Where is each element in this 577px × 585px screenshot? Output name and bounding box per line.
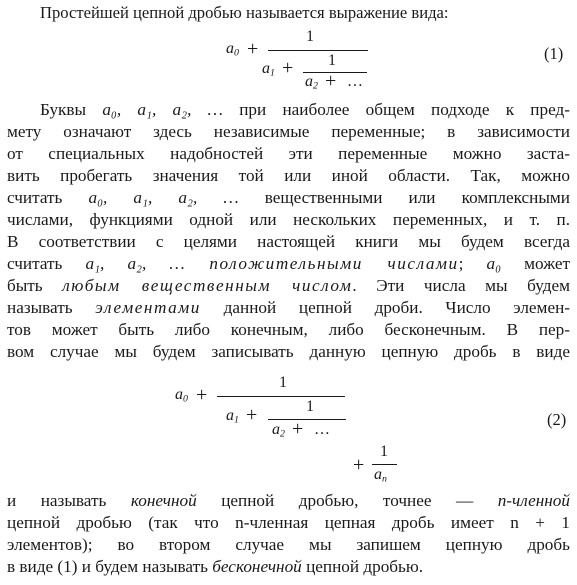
formula-2-plus-last: + — [353, 454, 365, 476]
p1-line-10: называть элементами данной цепной дроби. Число элемен- — [7, 298, 570, 317]
p1-line-6: числами, функциями одной или нескольких переменных, и т. п. — [7, 210, 570, 229]
p1-line-12: вом случае мы будем записывать данную цепную дробь в виде — [7, 342, 570, 361]
formula-2-plus-deep: + — [292, 418, 304, 440]
formula-1-dots: … — [347, 73, 363, 90]
p2-line-2: цепной дробью (так что n-членная цепная дробь имеет n + 1 — [7, 513, 570, 532]
p1-line-1: Буквы a₀, a₁, a₂, … при наиболее общем подходе к пред- — [40, 100, 570, 119]
formula-1-a0: $a_0$ — [226, 40, 239, 59]
p1-line-2: мету означают здесь независимые переменные; в зависимости — [7, 122, 570, 141]
p1-line-4: вить пробегать значения той или иной области. Так, можно — [7, 166, 570, 185]
formula-2-numerator: 1 — [279, 374, 287, 391]
p2-line-1: и называть конечной цепной дробью, точнее — n-членной — [7, 491, 570, 510]
formula-1-a2: $a_2$ — [305, 73, 318, 92]
formula-2-inner-numerator: 1 — [306, 398, 314, 415]
p2-line-3: элементов); во втором случае мы запишем цепную дробь — [7, 535, 570, 554]
formula-1-plus-deep: + — [325, 70, 337, 92]
formula-2-last-bar — [372, 464, 397, 465]
formula-2-last-numerator: 1 — [380, 443, 388, 460]
p1-line-7: В соответствии с целями настоящей книги мы будем всегда — [7, 232, 570, 251]
p1-line-9: быть любым вещественным числом. Эти числа мы будем — [7, 276, 570, 295]
intro-text: Простейшей цепной дробью называется выражение вида: — [40, 3, 449, 22]
formula-2-plus-inner: + — [246, 404, 258, 426]
formula-1-numerator: 1 — [306, 28, 314, 45]
formula-2-dots: … — [314, 421, 330, 438]
p1-line-8: считать a₁, a₂, … положительными числами; a₀ может — [7, 254, 570, 273]
p1-line-11: тов может быть либо конечным, либо бесконечным. В пер- — [7, 320, 570, 339]
formula-1-a1: $a_1$ — [262, 60, 275, 79]
formula-1-number: (1) — [544, 44, 564, 63]
formula-2-an: $a_n$ — [374, 466, 387, 485]
formula-2-a2: $a_2$ — [272, 421, 285, 440]
formula-2-a1: $a_1$ — [226, 407, 239, 426]
formula-1-plus-inner: + — [282, 57, 294, 79]
formula-1-inner-numerator: 1 — [328, 52, 336, 69]
formula-2-fraction-bar — [217, 396, 345, 397]
formula-2-a0: $a_0$ — [175, 386, 188, 405]
formula-1-plus: + — [247, 38, 259, 60]
p1-line-5: считать a₀, a₁, a₂, … вещественными или комплексными — [7, 188, 570, 207]
formula-1-fraction-bar — [268, 50, 368, 51]
formula-2-inner-bar — [268, 419, 346, 420]
p1-line-3: от специальных надобностей эти переменные можно заста- — [7, 144, 570, 163]
formula-2-number: (2) — [547, 410, 567, 429]
p2-line-4: в виде (1) и будем называть бесконечной цепной дробью. — [7, 557, 424, 576]
formula-2-plus: + — [196, 384, 208, 406]
